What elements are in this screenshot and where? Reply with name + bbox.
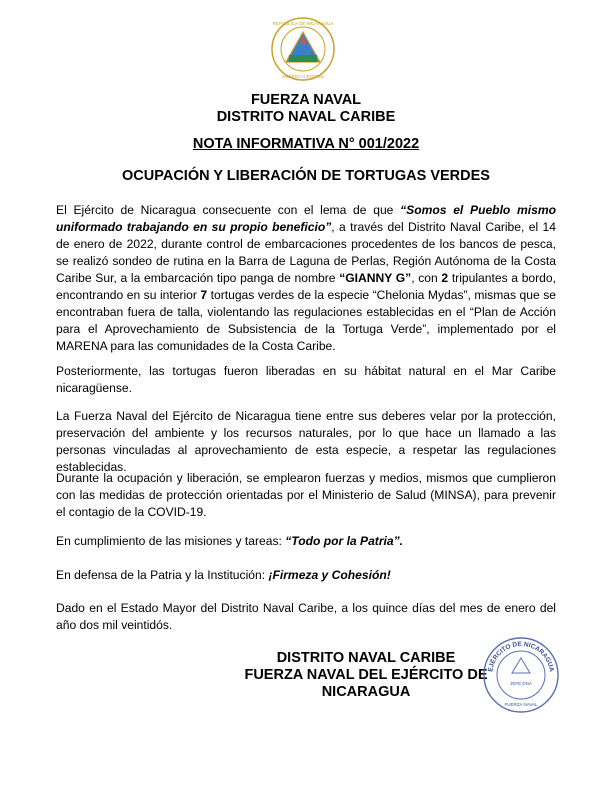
p1-text-3: , con xyxy=(411,271,442,285)
paragraph-1 xyxy=(56,202,556,355)
turtle-count: 7 xyxy=(200,288,208,302)
signature-line-2: FUERZA NAVAL DEL EJÉRCITO DE NICARAGUA xyxy=(244,667,488,700)
document-title: OCUPACIÓN Y LIBERACIÓN DE TORTUGAS VERDES xyxy=(122,168,490,184)
signature-block xyxy=(218,650,514,701)
stamp-inner-text: JEFE DNA xyxy=(510,681,532,686)
official-stamp xyxy=(482,636,560,714)
paragraph-2: Posteriormente, las tortugas fueron liberadas en su hábitat natural en el Mar Caribe nicaragüense. xyxy=(56,364,556,395)
header-fuerza-naval: FUERZA NAVAL xyxy=(250,92,362,108)
p6-slogan: ¡Firmeza y Cohesión! xyxy=(268,568,391,582)
svg-text:AMÉRICA CENTRAL: AMÉRICA CENTRAL xyxy=(281,74,325,79)
paragraph-7: Dado en el Estado Mayor del Distrito Naval Caribe, a los quince días del mes de enero del año dos mil veintidós. xyxy=(56,601,556,632)
motto-text: “Somos el Pueblo mismo uniformado trabajando en su propio beneficio” xyxy=(56,203,557,234)
crew-count: 2 xyxy=(441,271,449,285)
boat-name: “GIANNY G” xyxy=(339,271,412,285)
p5-slogan: “Todo por la Patria”. xyxy=(285,534,404,548)
p1-text-4: tripulantes a bordo, encontrando en su interior xyxy=(56,271,556,302)
paragraph-5 xyxy=(56,533,556,550)
paragraph-6 xyxy=(56,567,556,584)
paragraph-4: Durante la ocupación y liberación, se emplearon fuerzas y medios, mismos que cumplieron con las medidas de protección orientadas por el Ministerio de Salud (MINSA), para prevenir el contagio de la COVID-19. xyxy=(56,471,556,519)
document-body xyxy=(56,202,556,355)
national-coat-of-arms-seal xyxy=(270,16,336,82)
p1-text-1: El Ejército de Nicaragua consecuente con el lema de que xyxy=(56,203,401,217)
stamp-ring-text: EJÉRCITO DE NICARAGUA xyxy=(487,640,555,673)
p1-text-2: , a través del Distrito Naval Caribe, el 14 de enero de 2022, durante control de embarcaciones procedentes de los bancos de pesca, se realizó sondeo de rutina en la Barra de Laguna de Perlas, Región Autónoma de la Costa Caribe Sur, a la embarcación tipo panga de nombre xyxy=(56,220,557,285)
signature-line-1: DISTRITO NAVAL CARIBE xyxy=(276,650,456,666)
p6-text: En defensa de la Patria y la Institución: xyxy=(56,568,269,582)
paragraph-3: La Fuerza Naval del Ejército de Nicaragua tiene entre sus deberes velar por la protección, preservación del ambiente y los recursos naturales, por lo que hace un llamado a las personas vinculadas al aprovechamiento de esta especie, a respetar las regulaciones establecidas. xyxy=(56,409,556,474)
svg-text:REPÚBLICA DE NICARAGUA: REPÚBLICA DE NICARAGUA xyxy=(272,21,334,26)
document-number: NOTA INFORMATIVA N° 001/2022 xyxy=(192,136,420,152)
stamp-bottom-text: FUERZA NAVAL xyxy=(504,702,538,707)
p1-text-5: tortugas verdes de la especie “Chelonia Mydas”, mismas que se encontraban fuera de talla, violentando las regulaciones establecidas en el “Plan de Acción para el Aprovechamiento de Subsistencia de la Tortuga Verde”, implementado por el MARENA para las comunidades de la Costa Caribe. xyxy=(56,288,556,353)
header-distrito-naval: DISTRITO NAVAL CARIBE xyxy=(216,109,396,125)
p5-text: En cumplimiento de las misiones y tareas: xyxy=(56,534,286,548)
